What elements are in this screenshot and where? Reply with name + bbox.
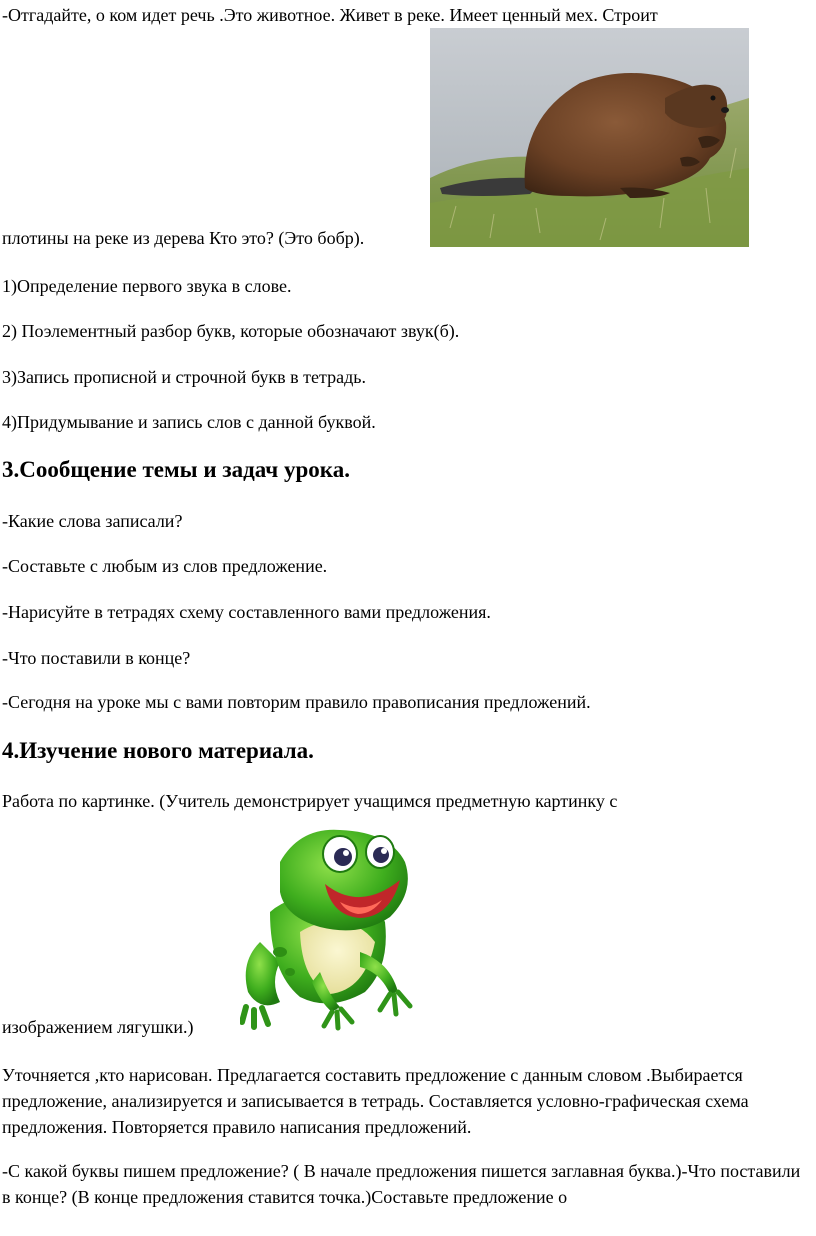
step-3: 3)Запись прописной и строчной букв в тетрадь. — [2, 367, 366, 387]
section-3-line-4: -Что поставили в конце? — [2, 648, 191, 668]
beaver-illustration — [430, 28, 749, 247]
section-3-line-2: -Составьте с любым из слов предложение. — [2, 556, 328, 576]
riddle-line-1: -Отгадайте, о ком идет речь .Это животное. Живет в реке. Имеет ценный мех. Строит — [2, 5, 658, 25]
section-3-heading: 3.Сообщение темы и задач урока. — [2, 457, 350, 482]
picture-line-1: Работа по картинке. (Учитель демонстрирует учащимся предметную картинку с — [2, 791, 618, 811]
paragraph-2: -С какой буквы пишем предложение? ( В начале предложения пишется заглавная буква.)-Что поставили в конце? (В конце предложения ставится точка.)Составьте предложение о — [2, 1161, 801, 1207]
frog-picture — [240, 822, 420, 1032]
paragraph-1: Уточняется ,кто нарисован. Предлагается составить предложение с данным словом .Выбирается предложение, анализируется и записывается в тетрадь. Составляется условно-графическая схема предложения. Повторяется правило написания предложений. — [2, 1065, 749, 1137]
riddle-line-2: плотины на реке из дерева Кто это? (Это бобр). — [2, 228, 365, 248]
section-4-heading: 4.Изучение нового материала. — [2, 738, 314, 763]
section-3-line-5: -Сегодня на уроке мы с вами повторим правило правописания предложений. — [2, 692, 591, 712]
picture-line-2: изображением лягушки.) — [2, 1017, 194, 1037]
beaver-photo — [430, 28, 749, 247]
step-2: 2) Поэлементный разбор букв, которые обозначают звук(б). — [2, 321, 460, 341]
section-3-line-1: -Какие слова записали? — [2, 511, 183, 531]
section-3-line-3: -Нарисуйте в тетрадях схему составленного вами предложения. — [2, 602, 491, 622]
step-4: 4)Придумывание и запись слов с данной буквой. — [2, 412, 376, 432]
frog-illustration — [240, 822, 420, 1032]
step-1: 1)Определение первого звука в слове. — [2, 276, 292, 296]
